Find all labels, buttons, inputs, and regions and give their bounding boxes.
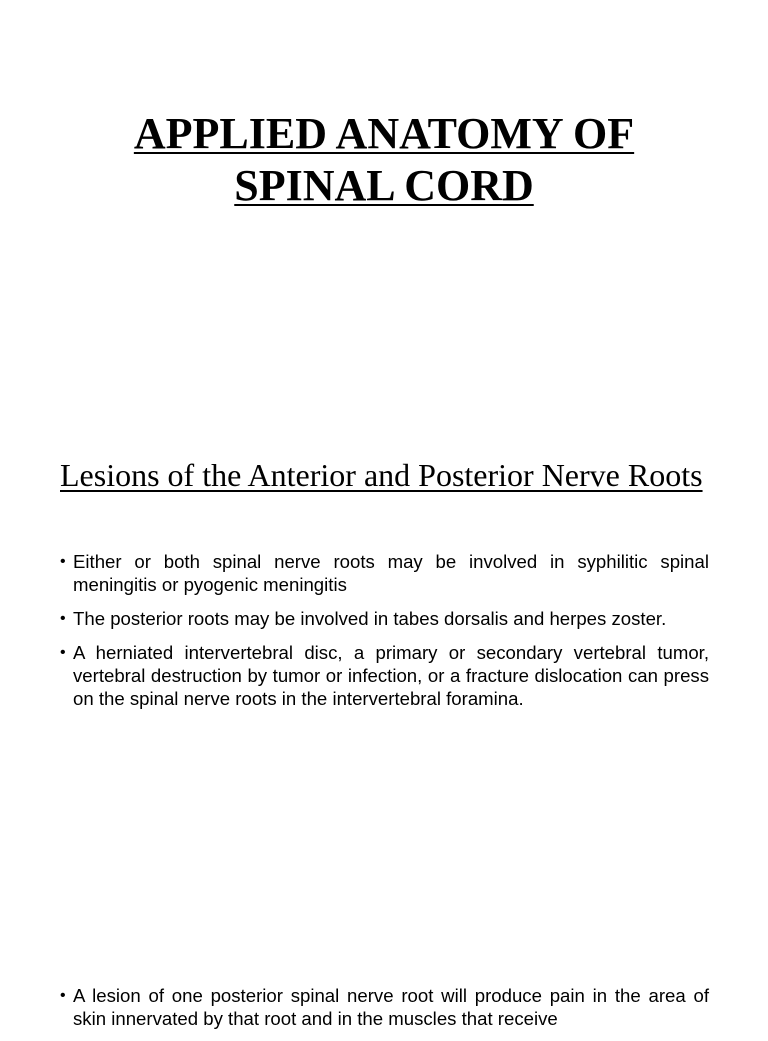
- content-slide: [0, 420, 768, 1029]
- bullet-text: Either or both spinal nerve roots may be involved in syphilitic spinal meningitis or pyogenic meningitis: [73, 551, 709, 595]
- bullet-icon: •: [60, 644, 66, 661]
- title-slide: [0, 0, 768, 420]
- bullet-icon: •: [60, 553, 66, 570]
- bullet-text: The posterior roots may be involved in tabes dorsalis and herpes zoster.: [73, 608, 667, 629]
- bullet-icon: •: [60, 987, 66, 1004]
- slide-heading: Lesions of the Anterior and Posterior Nerve Roots: [60, 457, 703, 493]
- bullet-item: [60, 607, 709, 630]
- bullet-text: A herniated intervertebral disc, a primary or secondary vertebral tumor, vertebral destruction by tumor or infection, or a fracture dislocation can press on the spinal nerve roots in the intervertebral foramina.: [73, 642, 709, 709]
- bullet-item: [60, 550, 709, 596]
- bullet-item: [60, 641, 709, 710]
- bullet-item: [60, 984, 709, 1030]
- bullet-list-continued: [60, 984, 709, 1041]
- bullet-list: [60, 550, 709, 721]
- bullet-icon: •: [60, 610, 66, 627]
- bullet-text: A lesion of one posterior spinal nerve root will produce pain in the area of skin innervated by that root and in the muscles that receive: [73, 985, 709, 1029]
- slide-title: APPLIED ANATOMY OF SPINAL CORD: [133, 109, 635, 210]
